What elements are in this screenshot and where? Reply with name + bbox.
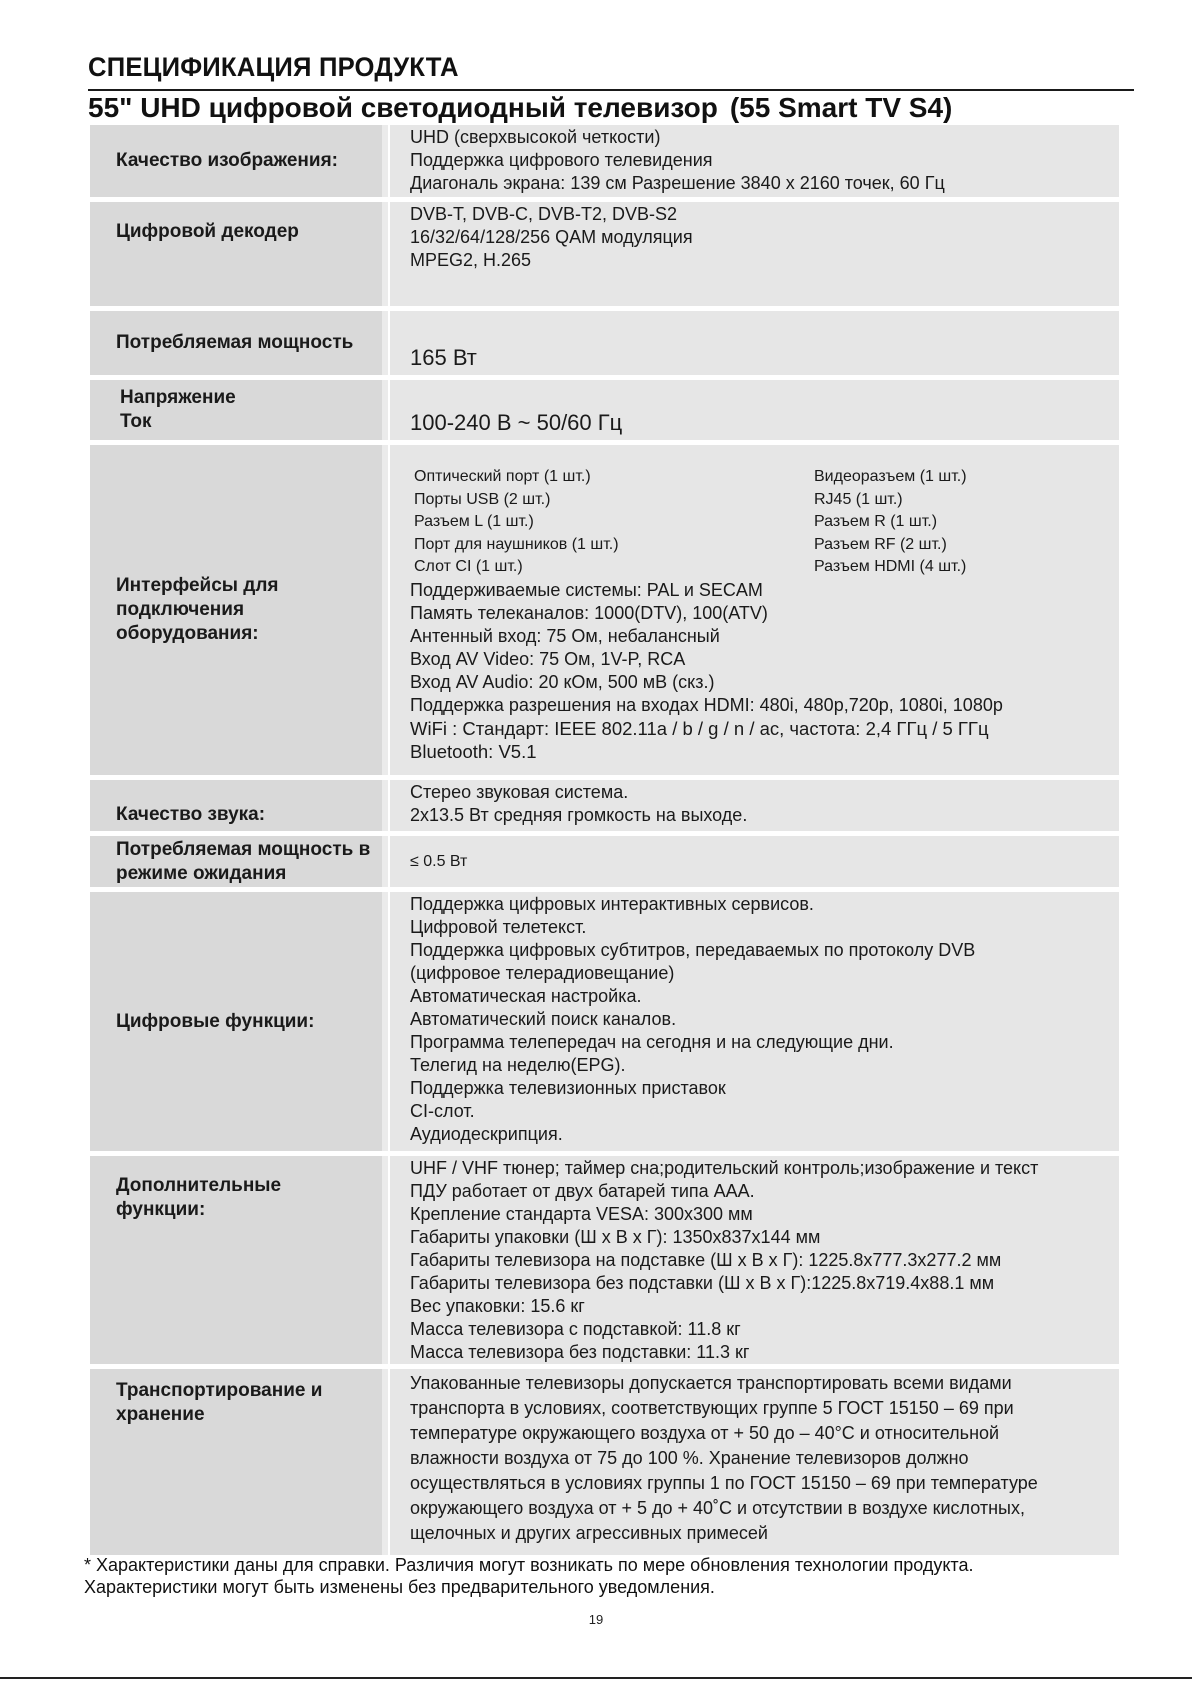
port-item: Видеоразъем (1 шт.) bbox=[814, 468, 967, 485]
voltage-value: 100-240 В ~ 50/60 Гц bbox=[410, 410, 623, 435]
spec-label: Потребляемая мощность в режиме ожидания bbox=[90, 836, 382, 887]
spec-line: Диагональ экрана: 139 см Разрешение 3840 x 2160 точек, 60 Гц bbox=[410, 173, 945, 193]
spec-value bbox=[390, 125, 1119, 197]
spec-line: Цифровой телетекст. bbox=[410, 917, 587, 937]
spec-row-display bbox=[90, 125, 1119, 197]
spec-line: Стерео звуковая система. bbox=[410, 782, 629, 802]
spec-line: Габариты телевизора на подставке (Ш x В x Г): 1225.8x777.3x277.2 мм bbox=[410, 1250, 1002, 1270]
wifi-spec: WiFi : Стандарт: IEEE 802.11a / b / g / n / ac, частота: 2,4 ГГц / 5 ГГц bbox=[410, 717, 989, 739]
spec-label: Качество звука: bbox=[90, 780, 382, 831]
spec-line: температуре окружающего воздуха от + 50 до – 40°C и относительной bbox=[410, 1423, 1000, 1443]
spec-line: Упакованные телевизоры допускается транспортировать всеми видами bbox=[410, 1373, 1012, 1393]
spec-value bbox=[390, 836, 1119, 887]
title-divider bbox=[88, 89, 1134, 91]
spec-line: 16/32/64/128/256 QAM модуляция bbox=[410, 227, 693, 247]
product-title bbox=[88, 92, 952, 124]
spec-line: 2x13.5 Вт средняя громкость на выходе. bbox=[410, 805, 748, 825]
spec-line: Память телеканалов: 1000(DTV), 100(ATV) bbox=[410, 602, 768, 623]
port-item: Порты USB (2 шт.) bbox=[414, 490, 551, 508]
current-label: Ток bbox=[120, 411, 152, 432]
spec-value bbox=[390, 380, 1119, 440]
port-item: Порт для наушников (1 шт.) bbox=[414, 535, 619, 553]
spec-line: Поддержка разрешения на входах HDMI: 480i, 480p,720p, 1080i, 1080p bbox=[410, 694, 1003, 715]
spec-value bbox=[390, 892, 1119, 1151]
spec-value bbox=[390, 1156, 1119, 1364]
spec-line: Поддержка цифровых интерактивных сервисов. bbox=[410, 894, 814, 914]
spec-line: влажности воздуха от 75 до 100 %. Хранение телевизоров должно bbox=[410, 1448, 969, 1468]
port-column-right bbox=[814, 466, 967, 579]
spec-line: Поддержка цифровых субтитров, передаваемых по протоколу DVB bbox=[410, 940, 976, 960]
spec-label: Интерфейсы для подключения оборудования: bbox=[90, 445, 382, 775]
spec-value bbox=[390, 202, 1119, 306]
spec-row-voltage bbox=[90, 380, 1119, 440]
spec-line: щелочных и других агрессивных примесей bbox=[410, 1523, 768, 1543]
spec-line: Автоматическая настройка. bbox=[410, 986, 642, 1006]
spec-line: Вход AV Video: 75 Ом, 1V-P, RCA bbox=[410, 648, 686, 669]
port-item: Разъем L (1 шт.) bbox=[414, 513, 534, 530]
spec-row-interfaces bbox=[90, 445, 1119, 775]
spec-line: CI-слот. bbox=[410, 1101, 475, 1121]
standby-value: ≤ 0.5 Вт bbox=[410, 853, 468, 870]
spec-label: Дополнительные функции: bbox=[90, 1156, 382, 1364]
voltage-label: Напряжение bbox=[120, 387, 236, 408]
spec-line: Масса телевизора с подставкой: 11.8 кг bbox=[410, 1319, 741, 1339]
spec-line: Вес упаковки: 15.6 кг bbox=[410, 1296, 585, 1316]
port-item: Разъем R (1 шт.) bbox=[814, 513, 938, 530]
bottom-divider bbox=[0, 1677, 1192, 1679]
power-value: 165 Вт bbox=[410, 345, 477, 370]
spec-line: Крепление стандарта VESA: 300x300 мм bbox=[410, 1204, 753, 1224]
spec-label: Транспортирование и хранение bbox=[90, 1369, 382, 1555]
port-item: Оптический порт (1 шт.) bbox=[414, 468, 591, 485]
spec-line: Габариты телевизора без подставки (Ш x В x Г):1225.8x719.4x88.1 мм bbox=[410, 1273, 995, 1293]
spec-value bbox=[390, 1369, 1119, 1555]
product-model: (55 Smart TV S4) bbox=[729, 92, 953, 123]
spec-line: DVB-T, DVB-C, DVB-T2, DVB-S2 bbox=[410, 204, 678, 224]
page-title: СПЕЦИФИКАЦИЯ ПРОДУКТА bbox=[88, 52, 459, 82]
spec-line: Аудиодескрипция. bbox=[410, 1124, 563, 1144]
spec-line: UHF / VHF тюнер; таймер сна;родительский контроль;изображение и текст bbox=[410, 1158, 1039, 1178]
product-name: 55" UHD цифровой светодиодный телевизор bbox=[88, 92, 718, 123]
spec-row-decoder bbox=[90, 202, 1119, 306]
spec-line: Программа телепередач на сегодня и на следующие дни. bbox=[410, 1032, 894, 1052]
footnote-line: * Характеристики даны для справки. Различия могут возникать по мере обновления технологии продукта. bbox=[84, 1555, 974, 1575]
spec-row-power bbox=[90, 311, 1119, 375]
port-column-left bbox=[414, 466, 814, 579]
footnote-line: Характеристики могут быть изменены без предварительного уведомления. bbox=[84, 1577, 715, 1597]
spec-line: ПДУ работает от двух батарей типа AAA. bbox=[410, 1181, 755, 1201]
spec-label bbox=[90, 380, 382, 440]
bluetooth-spec: Bluetooth: V5.1 bbox=[410, 740, 537, 762]
spec-label: Потребляемая мощность bbox=[90, 311, 382, 375]
spec-line: Масса телевизора без подставки: 11.3 кг bbox=[410, 1342, 750, 1362]
spec-line: UHD (сверхвысокой четкости) bbox=[410, 127, 661, 147]
port-item: Слот CI (1 шт.) bbox=[414, 558, 523, 575]
port-list bbox=[410, 446, 1109, 579]
spec-line: Вход AV Audio: 20 кОм, 500 мВ (скз.) bbox=[410, 671, 715, 692]
spec-line: Поддержка цифрового телевидения bbox=[410, 150, 713, 170]
spec-row-transport bbox=[90, 1369, 1119, 1555]
spec-row-extra bbox=[90, 1156, 1119, 1364]
spec-line: (цифровое телерадиовещание) bbox=[410, 963, 675, 983]
spec-line: Автоматический поиск каналов. bbox=[410, 1009, 677, 1029]
spec-label: Качество изображения: bbox=[90, 125, 382, 197]
spec-row-standby bbox=[90, 836, 1119, 887]
spec-label: Цифровой декодер bbox=[90, 202, 382, 306]
spec-line: Поддерживаемые системы: PAL и SECAM bbox=[410, 579, 763, 600]
spec-line: Телегид на неделю(EPG). bbox=[410, 1055, 626, 1075]
spec-line: Антенный вход: 75 Ом, небалансный bbox=[410, 625, 720, 646]
spec-line: осуществляться в условиях группы 1 по ГОСТ 15150 – 69 при температуре bbox=[410, 1473, 1038, 1493]
spec-row-digital bbox=[90, 892, 1119, 1151]
spec-value bbox=[390, 311, 1119, 375]
spec-line: Поддержка телевизионных приставок bbox=[410, 1078, 726, 1098]
footnote bbox=[84, 1554, 973, 1598]
spec-value bbox=[390, 780, 1119, 831]
spec-line: транспорта в условиях, соответствующих группе 5 ГОСТ 15150 – 69 при bbox=[410, 1398, 1014, 1418]
spec-label: Цифровые функции: bbox=[90, 892, 382, 1151]
spec-line: окружающего воздуха от + 5 до + 40˚C и отсутствии в воздухе кислотных, bbox=[410, 1498, 1025, 1518]
spec-row-sound bbox=[90, 780, 1119, 831]
port-item: Разъем RF (2 шт.) bbox=[814, 535, 947, 553]
spec-table bbox=[90, 125, 1119, 1560]
spec-line: Габариты упаковки (Ш x В x Г): 1350x837x144 мм bbox=[410, 1227, 821, 1247]
spec-line: MPEG2, H.265 bbox=[410, 250, 532, 270]
port-item: Разъем HDMI (4 шт.) bbox=[814, 558, 967, 575]
interface-details bbox=[410, 579, 1109, 763]
port-item: RJ45 (1 шт.) bbox=[814, 490, 903, 508]
spec-value bbox=[390, 445, 1119, 775]
page-number: 19 bbox=[588, 1612, 604, 1627]
